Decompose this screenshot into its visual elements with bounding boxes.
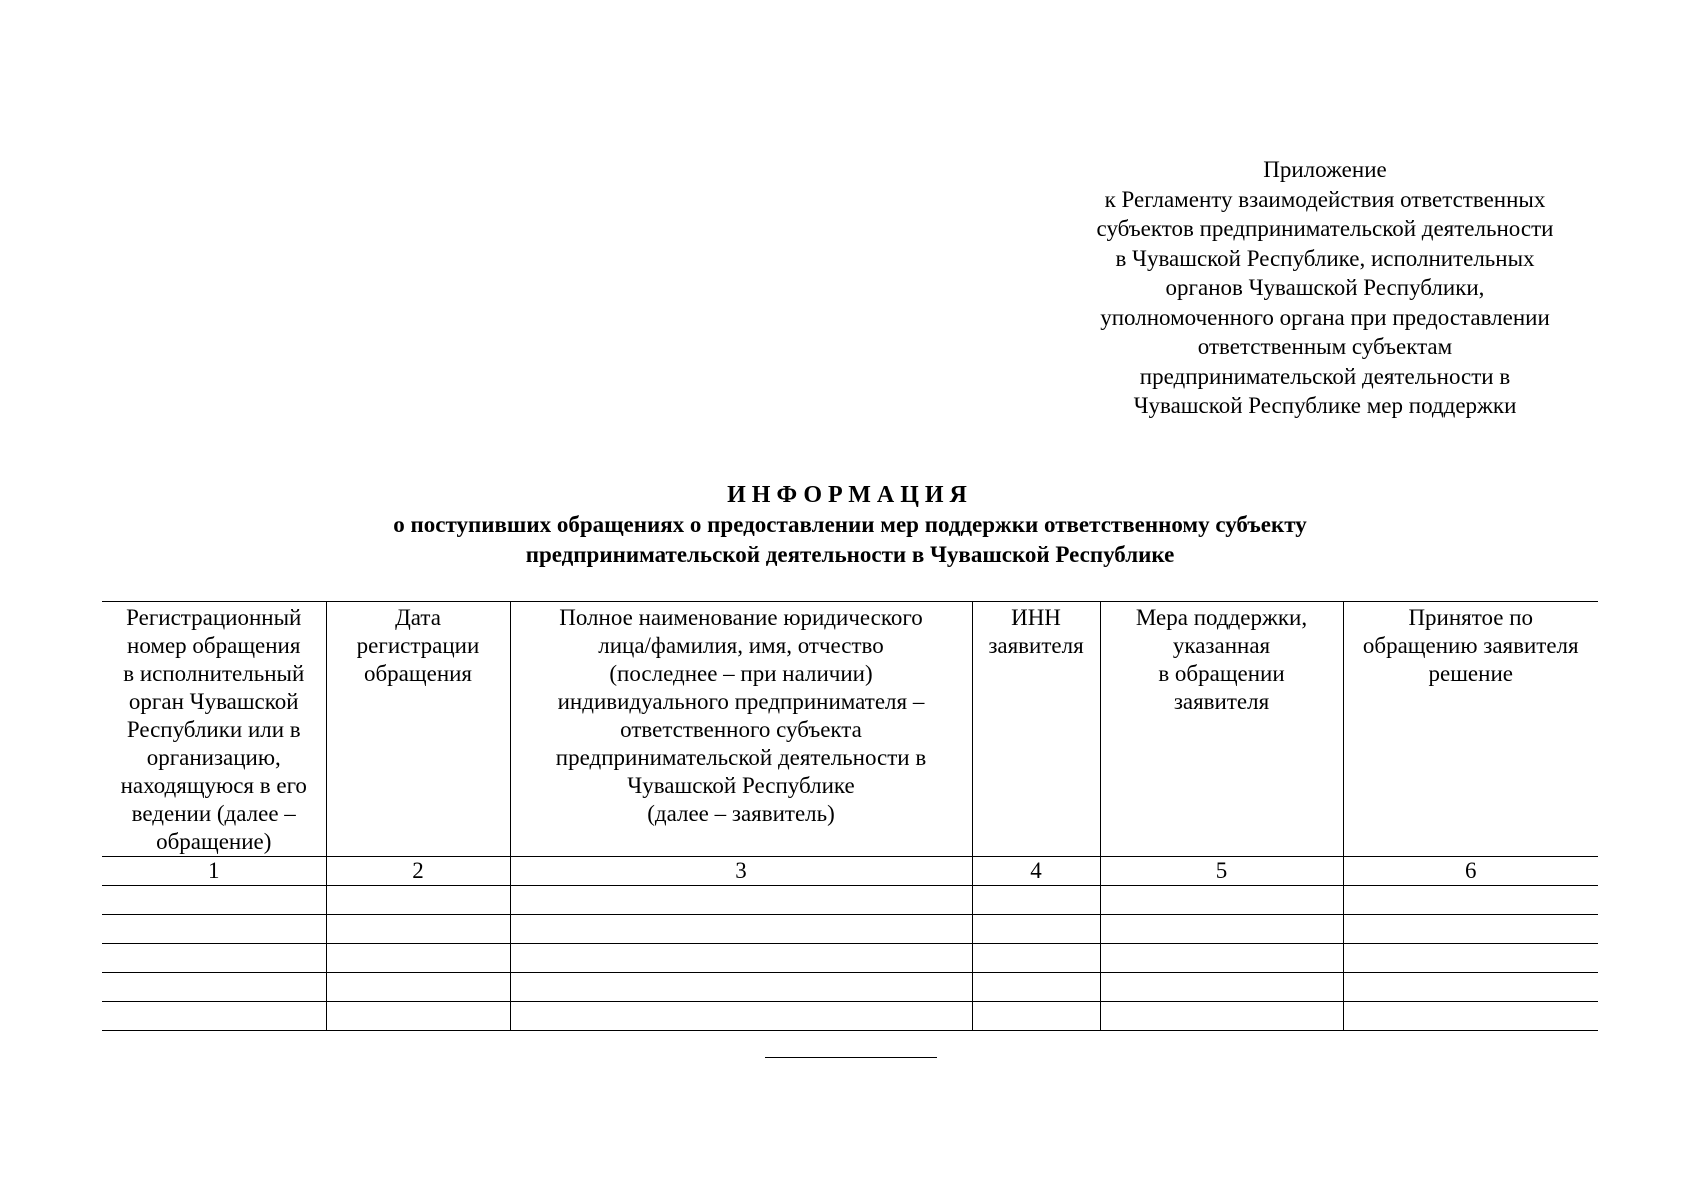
header-line: ответственного субъекта [620, 717, 862, 742]
header-line: Дата [395, 605, 441, 630]
header-line: (последнее – при наличии) [609, 661, 873, 686]
column-number: 6 [1343, 857, 1598, 886]
appendix-line: органов Чувашской Республики, [1165, 275, 1485, 300]
table-cell [972, 944, 1100, 973]
table-cell [510, 1002, 972, 1031]
column-header-applicant-name [510, 602, 972, 857]
header-line: обращение) [156, 829, 272, 854]
appendix-line: в Чувашской Республике, исполнительных [1115, 245, 1535, 271]
column-header-registration-number [102, 602, 326, 857]
table-cell [326, 944, 510, 973]
table-cell [510, 973, 972, 1002]
table-cell [1100, 886, 1343, 915]
table-cell [510, 944, 972, 973]
header-line: регистрации [356, 633, 480, 658]
table-row [102, 1002, 1598, 1031]
table-cell [1100, 973, 1343, 1002]
table-cell [1343, 886, 1598, 915]
table-body [102, 857, 1598, 1031]
column-header-support-measure [1100, 602, 1343, 857]
table-cell [326, 915, 510, 944]
table-row [102, 944, 1598, 973]
table-row [102, 973, 1598, 1002]
header-line: Принятое по [1408, 605, 1534, 630]
table-header [102, 602, 1598, 857]
header-line: Мера поддержки, [1135, 605, 1308, 630]
header-line: ведении (далее – [131, 801, 296, 826]
table-cell [1100, 1002, 1343, 1031]
header-line: организацию, [146, 745, 281, 770]
table-cell [1343, 1002, 1598, 1031]
table-cell [1100, 944, 1343, 973]
header-line: находящуюся в его [120, 773, 307, 798]
appendix-line: Чувашской Республике мер поддержки [1133, 393, 1517, 418]
header-line: предпринимательской деятельности в [555, 745, 927, 770]
table-cell [972, 915, 1100, 944]
appendix-line: Приложение [1263, 157, 1387, 182]
table-cell [972, 886, 1100, 915]
header-line: заявителя [988, 633, 1084, 658]
document-heading [100, 480, 1600, 570]
table-cell [102, 973, 326, 1002]
table-cell [510, 915, 972, 944]
header-line: указанная [1172, 633, 1271, 658]
header-line: индивидуального предпринимателя – [557, 689, 925, 714]
column-number-row [102, 857, 1598, 886]
column-number: 2 [326, 857, 510, 886]
table-cell [102, 944, 326, 973]
table-cell [1343, 973, 1598, 1002]
appeals-table [102, 601, 1598, 1031]
table-cell [972, 973, 1100, 1002]
column-number: 1 [102, 857, 326, 886]
header-line: обращению заявителя [1362, 633, 1579, 658]
header-line: в исполнительный [123, 661, 305, 686]
column-number: 4 [972, 857, 1100, 886]
column-number: 3 [510, 857, 972, 886]
table-cell [326, 973, 510, 1002]
table-cell [972, 1002, 1100, 1031]
header-line: Чувашской Республике [627, 773, 855, 798]
appendix-line: уполномоченного органа при предоставлении [1100, 304, 1550, 330]
header-line: решение [1428, 661, 1513, 686]
header-line: в обращении [1158, 661, 1285, 686]
appendix-line: предпринимательской деятельности в [1139, 363, 1511, 389]
table-row [102, 915, 1598, 944]
table-cell [1343, 944, 1598, 973]
header-line: Полное наименование юридического [559, 605, 923, 630]
header-line: заявителя [1173, 689, 1270, 714]
header-line: Регистрационный [126, 605, 302, 630]
table-cell [326, 1002, 510, 1031]
column-header-inn [972, 602, 1100, 857]
table-cell [326, 886, 510, 915]
document-subtitle-line: предпринимательской деятельности в Чувашской Республике [525, 542, 1175, 567]
header-line: номер обращения [127, 633, 301, 658]
document-title: ИНФОРМАЦИЯ [727, 482, 973, 508]
header-line: лица/фамилия, имя, отчество [598, 633, 884, 658]
header-line: обращения [363, 661, 473, 686]
table-cell [102, 886, 326, 915]
appendix-line: субъектов предпринимательской деятельности [1096, 216, 1554, 241]
appendix-line: ответственным субъектам [1197, 334, 1453, 359]
header-line: (далее – заявитель) [647, 801, 835, 826]
table-cell [1343, 915, 1598, 944]
table-cell [1100, 915, 1343, 944]
column-header-decision [1343, 602, 1598, 857]
header-line: орган Чувашской [128, 689, 299, 714]
table-cell [510, 886, 972, 915]
table-cell [102, 1002, 326, 1031]
appendix-line: к Регламенту взаимодействия ответственных [1104, 186, 1546, 212]
table-header-row [102, 602, 1598, 857]
table-row [102, 886, 1598, 915]
header-line: ИНН [1011, 605, 1061, 630]
appendix-reference [1055, 155, 1595, 421]
closing-divider-line [765, 1057, 937, 1058]
column-header-registration-date [326, 602, 510, 857]
document-subtitle-line: о поступивших обращениях о предоставлении мер поддержки ответственному субъекту [393, 512, 1307, 537]
table-cell [102, 915, 326, 944]
column-number: 5 [1100, 857, 1343, 886]
header-line: Республики или в [126, 717, 301, 742]
